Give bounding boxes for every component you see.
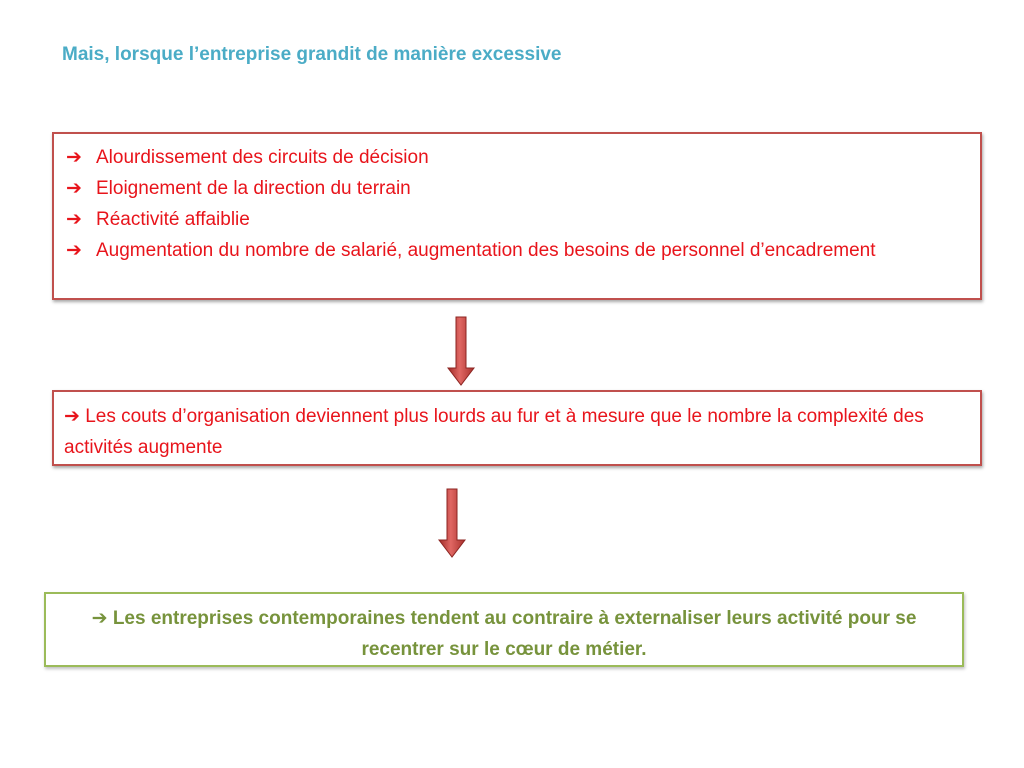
list-item-text: Eloignement de la direction du terrain [96,178,411,199]
consequences-box [52,132,982,300]
down-arrow-icon [446,316,476,386]
conclusion-text: Les entreprises contemporaines tendent au contraire à externaliser leurs activité pour se recentrer sur le cœur de métier. [112,608,917,660]
right-arrow-icon: ➔ [66,178,82,199]
list-item [66,204,968,235]
list-item [66,235,968,266]
right-arrow-icon: ➔ [91,608,108,629]
list-item [66,142,968,173]
down-arrow-icon [437,488,467,558]
right-arrow-icon: ➔ [66,209,82,230]
list-item-text: Alourdissement des circuits de décision [96,147,429,168]
right-arrow-icon: ➔ [66,240,82,261]
page-title: Mais, lorsque l’entreprise grandit de manière excessive [62,44,562,65]
right-arrow-icon: ➔ [66,147,82,168]
right-arrow-icon: ➔ [64,406,80,427]
costs-text: Les couts d’organisation deviennent plus lourds au fur et à mesure que le nombre la complexité des activités augmente [64,406,924,458]
list-item-text: Réactivité affaiblie [96,209,250,230]
list-item [66,173,968,204]
conclusion-box [44,592,964,667]
list-item-text: Augmentation du nombre de salarié, augmentation des besoins de personnel d’encadrement [96,240,876,261]
costs-box [52,390,982,466]
